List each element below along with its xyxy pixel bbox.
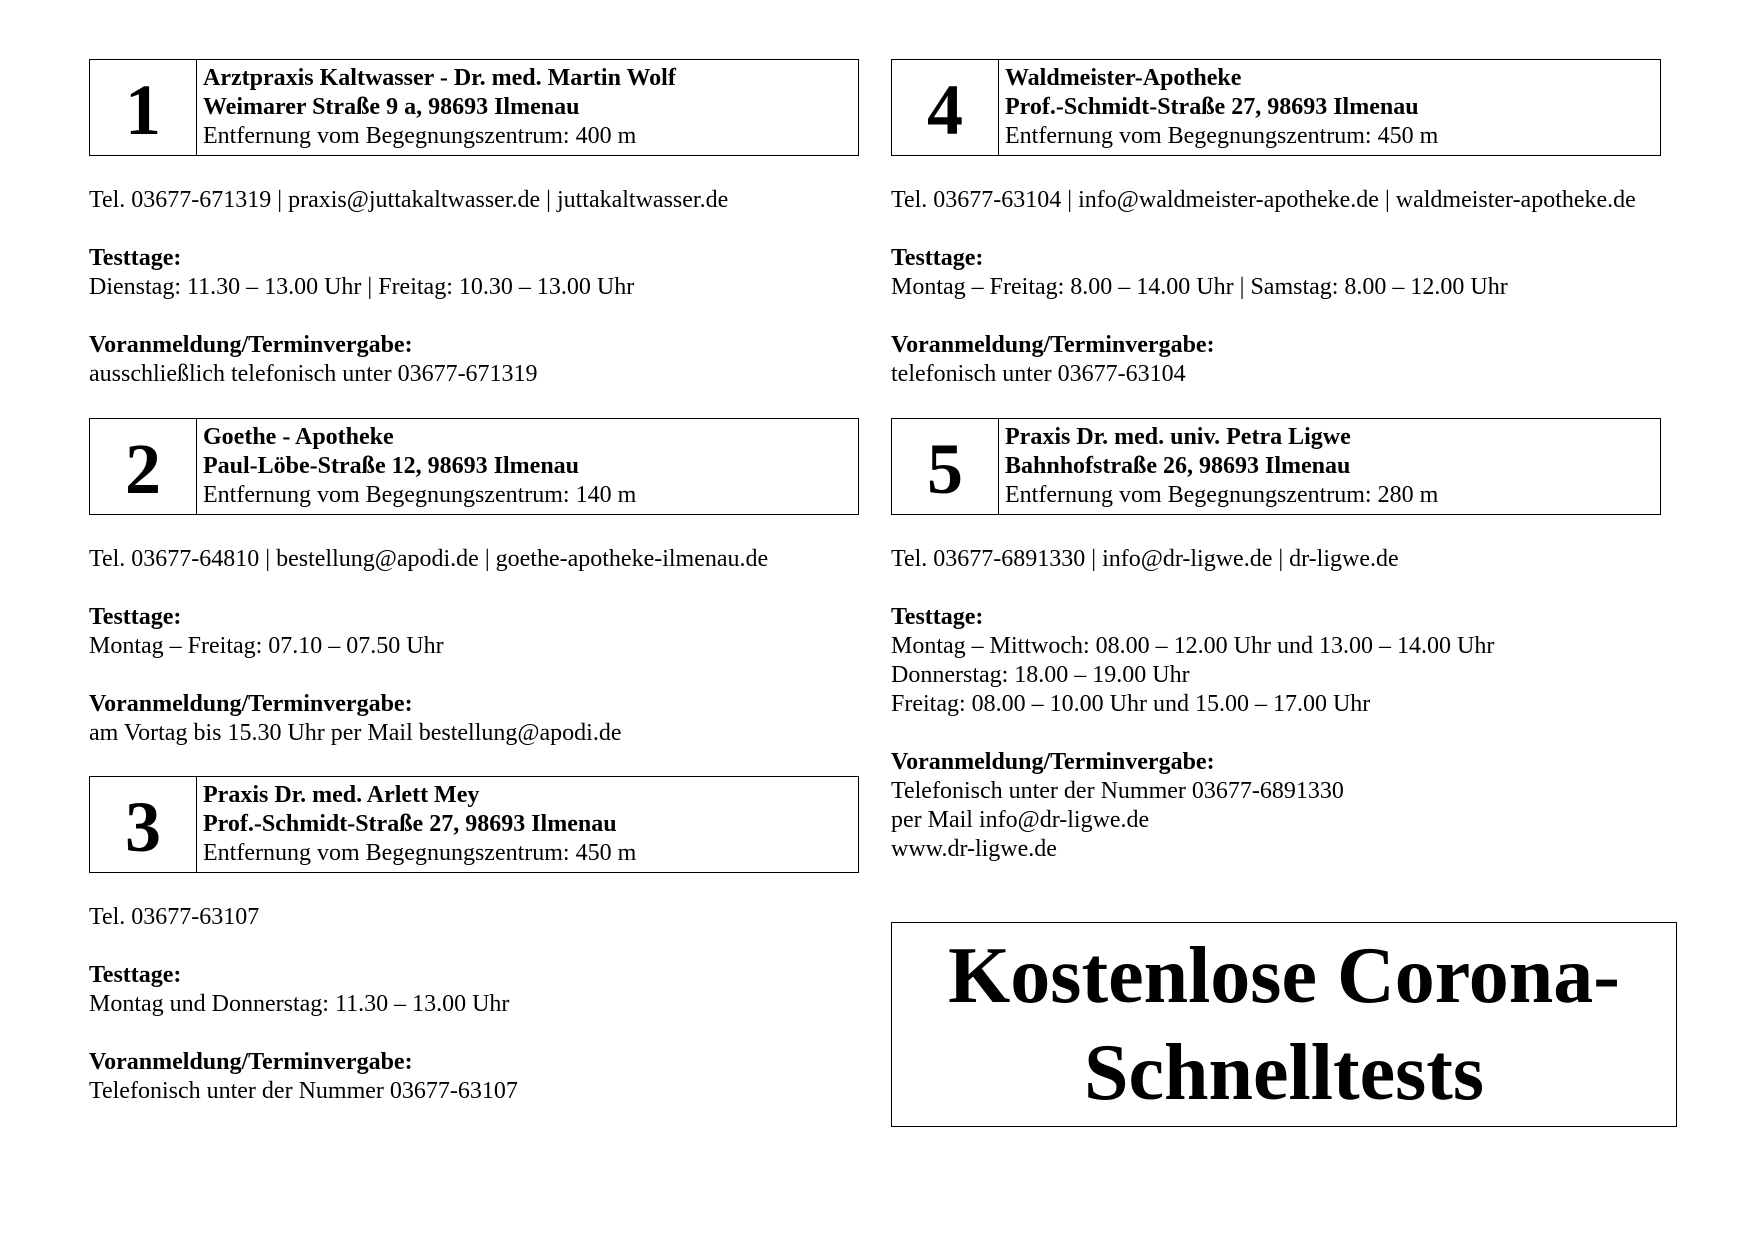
- testdays-line: Montag und Donnerstag: 11.30 – 13.00 Uhr: [89, 991, 510, 1017]
- site-number: 4: [892, 60, 999, 155]
- site-address: Bahnhofstraße 26, 98693 Ilmenau: [1005, 453, 1351, 479]
- site-details: [89, 186, 859, 389]
- site-name: Goethe - Apotheke: [203, 424, 394, 450]
- registration-line: Telefonisch unter der Nummer 03677-6891330: [891, 778, 1344, 804]
- registration-line: per Mail info@dr-ligwe.de: [891, 807, 1150, 833]
- site-distance: Entfernung vom Begegnungszentrum: 280 m: [1005, 482, 1439, 508]
- site-name: Arztpraxis Kaltwasser - Dr. med. Martin Wolf: [203, 65, 676, 91]
- site-distance: Entfernung vom Begegnungszentrum: 400 m: [203, 123, 637, 149]
- site-number: 3: [90, 777, 197, 872]
- site-details: [89, 545, 859, 748]
- site-distance: Entfernung vom Begegnungszentrum: 450 m: [203, 840, 637, 866]
- testdays-line: Donnerstag: 18.00 – 19.00 Uhr: [891, 662, 1190, 688]
- testdays-line: Freitag: 08.00 – 10.00 Uhr und 15.00 – 17.00 Uhr: [891, 691, 1371, 717]
- site-details: [891, 545, 1661, 864]
- site-name: Praxis Dr. med. univ. Petra Ligwe: [1005, 424, 1351, 450]
- testdays-line: Dienstag: 11.30 – 13.00 Uhr | Freitag: 10.30 – 13.00 Uhr: [89, 274, 635, 300]
- headline-box: [891, 922, 1677, 1127]
- testdays-line: Montag – Freitag: 07.10 – 07.50 Uhr: [89, 633, 444, 659]
- registration-label: Voranmeldung/Terminvergabe:: [89, 1049, 413, 1075]
- testdays-label: Testtage:: [89, 245, 182, 271]
- testdays-line: Montag – Mittwoch: 08.00 – 12.00 Uhr und 13.00 – 14.00 Uhr: [891, 633, 1495, 659]
- site-header: [197, 777, 636, 872]
- registration-label: Voranmeldung/Terminvergabe:: [89, 332, 413, 358]
- test-site-5: [891, 418, 1661, 864]
- registration-label: Voranmeldung/Terminvergabe:: [891, 332, 1215, 358]
- test-site-2: [89, 418, 859, 748]
- site-number: 5: [892, 419, 999, 514]
- site-address: Paul-Löbe-Straße 12, 98693 Ilmenau: [203, 453, 580, 479]
- test-site-4: [891, 59, 1661, 389]
- site-name: Waldmeister-Apotheke: [1005, 65, 1242, 91]
- registration-line: ausschließlich telefonisch unter 03677-671319: [89, 361, 538, 387]
- testdays-label: Testtage:: [89, 962, 182, 988]
- testdays-label: Testtage:: [891, 604, 984, 630]
- site-header-box: [891, 59, 1661, 156]
- site-header-box: [89, 418, 859, 515]
- site-address: Prof.-Schmidt-Straße 27, 98693 Ilmenau: [203, 811, 617, 837]
- testdays-line: Montag – Freitag: 8.00 – 14.00 Uhr | Samstag: 8.00 – 12.00 Uhr: [891, 274, 1508, 300]
- site-header-box: [891, 418, 1661, 515]
- registration-label: Voranmeldung/Terminvergabe:: [891, 749, 1215, 775]
- site-header: [999, 60, 1438, 155]
- registration-line: am Vortag bis 15.30 Uhr per Mail bestellung@apodi.de: [89, 720, 622, 746]
- test-site-3: [89, 776, 859, 1106]
- test-site-1: [89, 59, 859, 389]
- headline-line-2: Schnelltests: [1084, 1028, 1484, 1117]
- site-contact: Tel. 03677-63107: [89, 904, 260, 930]
- site-distance: Entfernung vom Begegnungszentrum: 450 m: [1005, 123, 1439, 149]
- registration-line: www.dr-ligwe.de: [891, 836, 1057, 862]
- site-details: [89, 903, 859, 1106]
- site-contact: Tel. 03677-6891330 | info@dr-ligwe.de | dr-ligwe.de: [891, 546, 1399, 572]
- site-address: Prof.-Schmidt-Straße 27, 98693 Ilmenau: [1005, 94, 1419, 120]
- site-distance: Entfernung vom Begegnungszentrum: 140 m: [203, 482, 637, 508]
- site-details: [891, 186, 1661, 389]
- headline-line-1: Kostenlose Corona-: [948, 931, 1620, 1020]
- registration-line: Telefonisch unter der Nummer 03677-63107: [89, 1078, 518, 1104]
- testdays-label: Testtage:: [89, 604, 182, 630]
- testdays-label: Testtage:: [891, 245, 984, 271]
- site-header-box: [89, 776, 859, 873]
- site-contact: Tel. 03677-64810 | bestellung@apodi.de | goethe-apotheke-ilmenau.de: [89, 546, 769, 572]
- site-header: [999, 419, 1438, 514]
- registration-line: telefonisch unter 03677-63104: [891, 361, 1186, 387]
- site-number: 2: [90, 419, 197, 514]
- registration-label: Voranmeldung/Terminvergabe:: [89, 691, 413, 717]
- site-header-box: [89, 59, 859, 156]
- site-contact: Tel. 03677-671319 | praxis@juttakaltwasser.de | juttakaltwasser.de: [89, 187, 729, 213]
- site-header: [197, 60, 676, 155]
- site-header: [197, 419, 636, 514]
- site-name: Praxis Dr. med. Arlett Mey: [203, 782, 480, 808]
- site-number: 1: [90, 60, 197, 155]
- site-address: Weimarer Straße 9 a, 98693 Ilmenau: [203, 94, 580, 120]
- site-contact: Tel. 03677-63104 | info@waldmeister-apotheke.de | waldmeister-apotheke.de: [891, 187, 1636, 213]
